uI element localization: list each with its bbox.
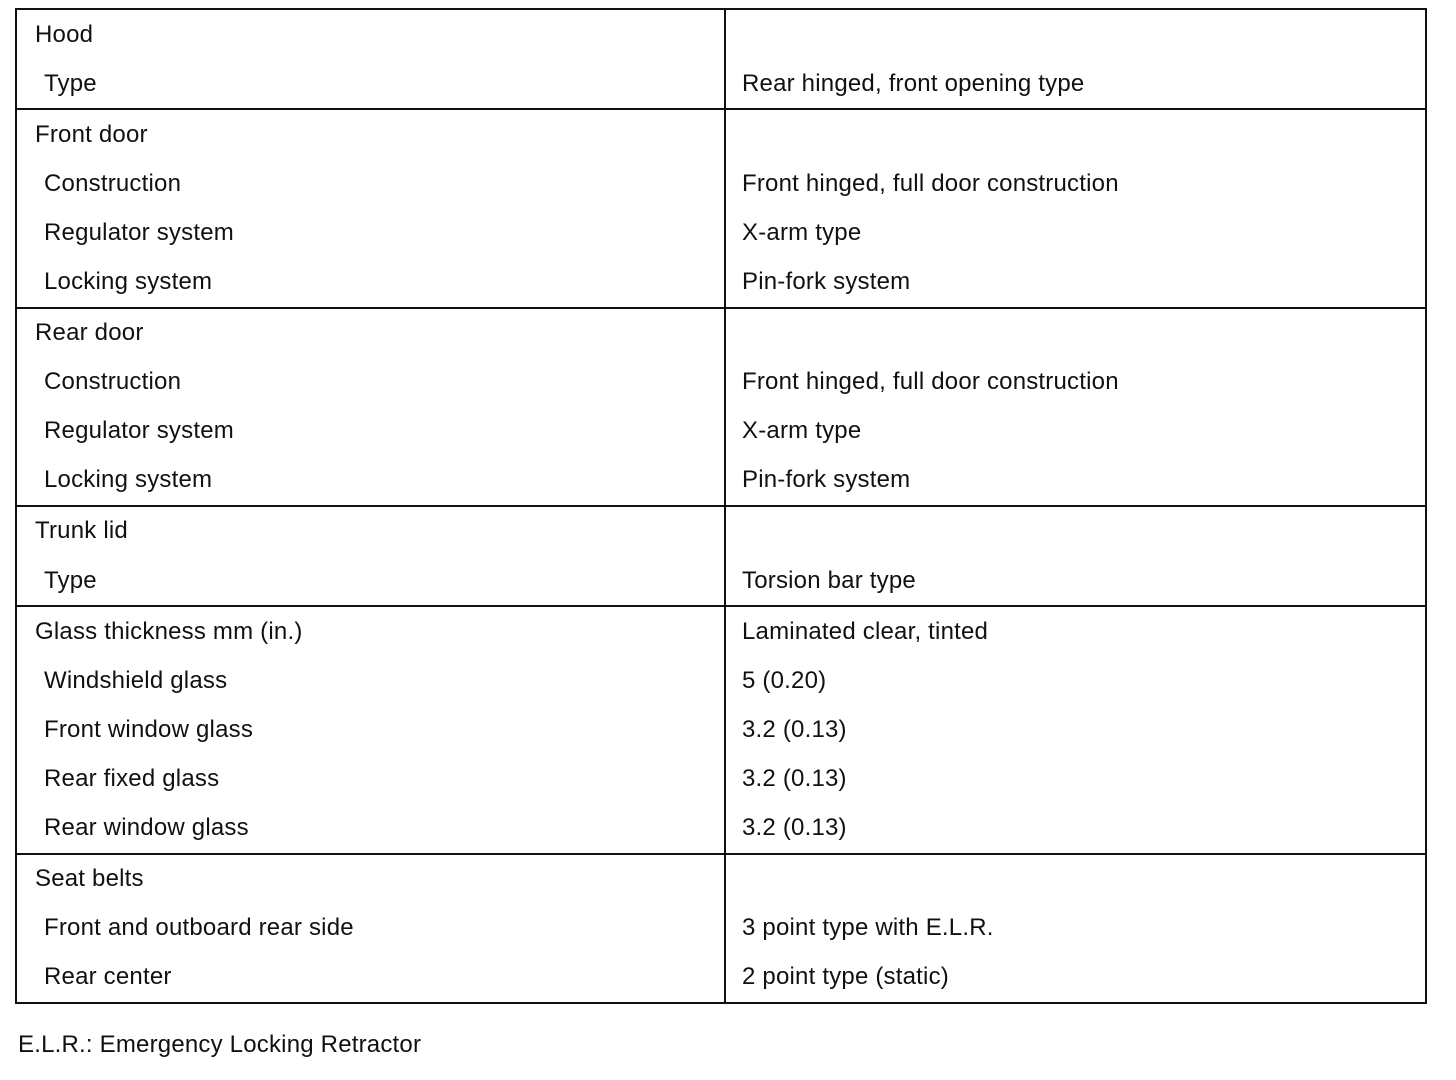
row-label: Rear window glass [16, 804, 725, 854]
row-label: Locking system [16, 257, 725, 307]
row-value: Torsion bar type [742, 566, 916, 594]
table-row [16, 407, 1426, 456]
table-row [16, 904, 1426, 953]
table-row [16, 705, 1426, 754]
section-header-row [16, 308, 1426, 358]
section-header-row [16, 606, 1426, 656]
row-label: Construction [16, 358, 725, 407]
row-label: Rear fixed glass [16, 754, 725, 803]
section-header-row [16, 854, 1426, 904]
section-glass-thickness [16, 606, 1426, 853]
table-row [16, 556, 1426, 606]
row-value: 3.2 (0.13) [742, 764, 847, 792]
row-label: Front and outboard rear side [16, 904, 725, 953]
section-seat-belts [16, 854, 1426, 1003]
specifications-table [15, 8, 1427, 1004]
table-row [16, 456, 1426, 506]
row-label: Type [16, 556, 725, 606]
row-value: 3 point type with E.L.R. [742, 914, 994, 942]
row-label: Regulator system [16, 407, 725, 456]
table-row [16, 159, 1426, 208]
table-row [16, 59, 1426, 109]
footnote: E.L.R.: Emergency Locking Retractor [18, 1031, 422, 1058]
row-label: Construction [16, 159, 725, 208]
row-label: Windshield glass [16, 656, 725, 705]
table-row [16, 257, 1426, 307]
section-title: Trunk lid [16, 506, 725, 556]
section-title-value [725, 854, 1426, 904]
table-row [16, 804, 1426, 854]
section-title: Rear door [16, 308, 725, 358]
table-row [16, 208, 1426, 257]
row-value: X-arm type [742, 218, 862, 246]
row-value: Front hinged, full door construction [742, 368, 1119, 396]
row-value: 5 (0.20) [742, 666, 827, 694]
row-label: Front window glass [16, 705, 725, 754]
section-header-row [16, 506, 1426, 556]
section-rear-door [16, 308, 1426, 506]
row-label: Rear center [16, 953, 725, 1003]
table-row [16, 656, 1426, 705]
section-title: Hood [16, 9, 725, 59]
section-title: Glass thickness mm (in.) [16, 606, 725, 656]
table-row [16, 358, 1426, 407]
section-title-value: Laminated clear, tinted [742, 617, 989, 645]
row-label: Locking system [16, 456, 725, 506]
row-value: Rear hinged, front opening type [742, 69, 1085, 97]
section-trunk-lid [16, 506, 1426, 606]
row-value: 3.2 (0.13) [742, 814, 847, 842]
row-label: Regulator system [16, 208, 725, 257]
section-title: Seat belts [16, 854, 725, 904]
row-label: Type [16, 59, 725, 109]
row-value: 2 point type (static) [742, 963, 949, 991]
section-header-row [16, 9, 1426, 59]
table-row [16, 953, 1426, 1003]
section-hood [16, 9, 1426, 109]
table-row [16, 754, 1426, 803]
row-value: Pin-fork system [742, 466, 911, 494]
section-title: Front door [16, 109, 725, 159]
row-value: Front hinged, full door construction [742, 169, 1119, 197]
row-value: Pin-fork system [742, 268, 911, 296]
section-title-value [725, 9, 1426, 59]
section-header-row [16, 109, 1426, 159]
section-title-value [725, 308, 1426, 358]
row-value: X-arm type [742, 417, 862, 445]
section-front-door [16, 109, 1426, 307]
section-title-value [725, 506, 1426, 556]
row-value: 3.2 (0.13) [742, 715, 847, 743]
section-title-value [725, 109, 1426, 159]
